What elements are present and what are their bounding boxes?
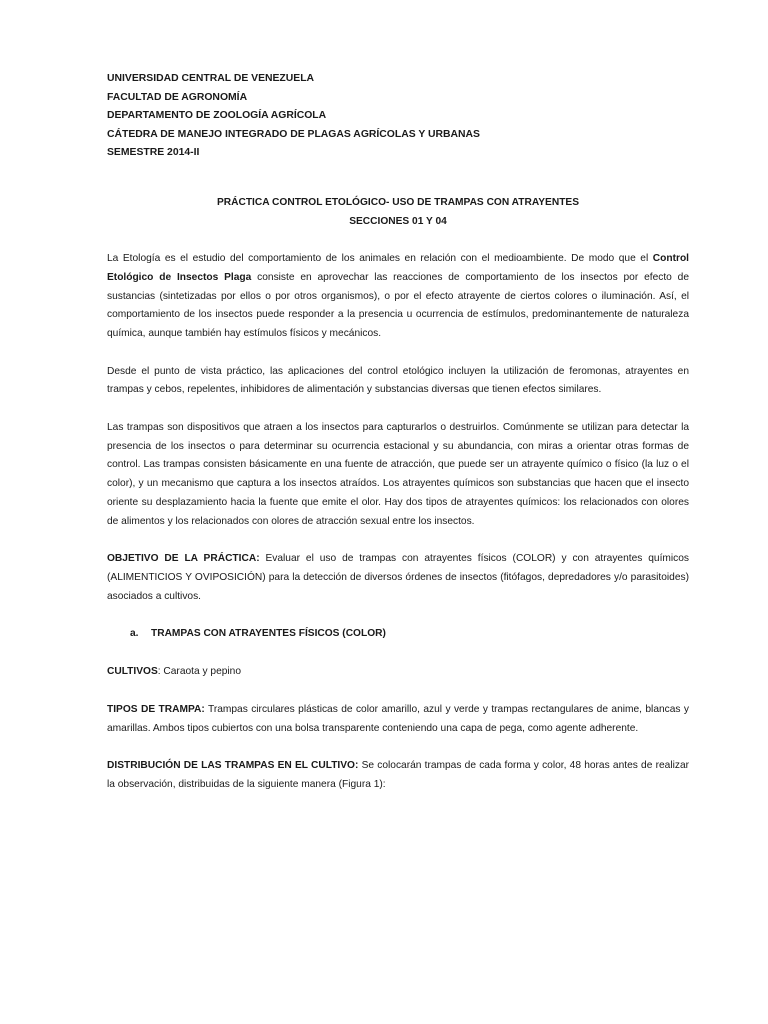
section-a-marker: a. [130,628,139,640]
chair-name: CÁTEDRA DE MANEJO INTEGRADO DE PLAGAS AGRÍCOLAS Y URBANAS [107,128,480,140]
document-title [107,194,689,231]
cultivos-text: : Caraota y pepino [157,666,242,678]
university-name: UNIVERSIDAD CENTRAL DE VENEZUELA [107,73,315,84]
objective-label: OBJETIVO DE LA PRÁCTICA: [107,553,260,565]
cultivos-label: CULTIVOS [107,666,158,678]
paragraph-distribucion [107,757,689,794]
distribucion-label: DISTRIBUCIÓN DE LAS TRAMPAS EN EL CULTIVO: [107,760,359,772]
p1-end: consiste en aprovechar las reacciones de comportamiento de los insectos por efecto de sustancias (sintetizadas por ellos o por otros organismos), o por el efecto atrayente de ciertos colores o iluminación. Así, el comportamiento de los insectos puede responder a la presencia u ocurrencia de estímulos, predominantemente de naturaleza química, aunque también hay estímulos físicos y mecánicos. [107,271,689,339]
department-name: DEPARTAMENTO DE ZOOLOGÍA AGRÍCOLA [107,110,327,122]
paragraph-cultivos [107,663,689,682]
paragraph-tipos-trampa [107,701,689,738]
semester: SEMESTRE 2014-II [107,147,200,159]
section-a-heading [107,625,689,644]
paragraph-aplicaciones: Desde el punto de vista práctico, las aplicaciones del control etológico incluyen la utilización de feromonas, atrayentes en trampas y cebos, repelentes, inhibidores de alimentación y substancias diversas que tienen efectos similares. [107,365,689,396]
tipos-text: Trampas circulares plásticas de color amarillo, azul y verde y trampas rectangulares de anime, blancas y amarillas. Ambos tipos cubiertos con una bolsa transparente conteniendo una capa de pega, como agente adherente. [107,703,690,734]
p1-bold-term: Control Etológico de Insectos Plaga [107,253,689,283]
faculty-name: FACULTAD DE AGRONOMÍA [107,91,248,103]
paragraph-etologia [107,250,689,344]
p1-start: La Etología es el estudio del comportamiento de los animales en relación con el medioambiente. De modo que el [107,253,653,265]
paragraph-trampas: Las trampas son dispositivos que atraen a los insectos para capturarlos o destruirlos. Comúnmente se utilizan para detectar la presencia de los insectos o para determinar su ocurrencia estacional y su abundancia, con miras a orientar otras formas de control. Las trampas consisten básicamente en una fuente de atracción, que puede ser un atrayente químico o físico (la luz o el color), y un mecanismo que captura a los insectos atraídos. Los atrayentes químicos son substancias que hacen que el insecto oriente su desplazamiento hacia la fuente que emite el olor. Hay dos tipos de atrayentes químicos: los relacionados con olores de alimentos y los relacionados con olores de atracción sexual entre los insectos. [107,422,689,527]
objective-text: Evaluar el uso de trampas con atrayentes físicos (COLOR) y con atrayentes químicos (ALIMENTICIOS Y OVIPOSICIÓN) para la detección de diversos órdenes de insectos (fitófagos, depredadores y/o parasitoides) asociados a cultivos. [107,553,690,602]
tipos-label: TIPOS DE TRAMPA: [107,703,205,715]
title-line-2: SECCIONES 01 Y 04 [349,215,447,227]
paragraph-objetivo [107,550,689,606]
document-header [107,70,689,163]
section-a-title: TRAMPAS CON ATRAYENTES FÍSICOS (COLOR) [151,628,386,640]
distribucion-text: Se colocarán trampas de cada forma y color, 48 horas antes de realizar la observación, distribuidas de la siguiente manera (Figura 1): [107,760,690,790]
title-line-1: PRÁCTICA CONTROL ETOLÓGICO- USO DE TRAMPAS CON ATRAYENTES [216,196,580,208]
